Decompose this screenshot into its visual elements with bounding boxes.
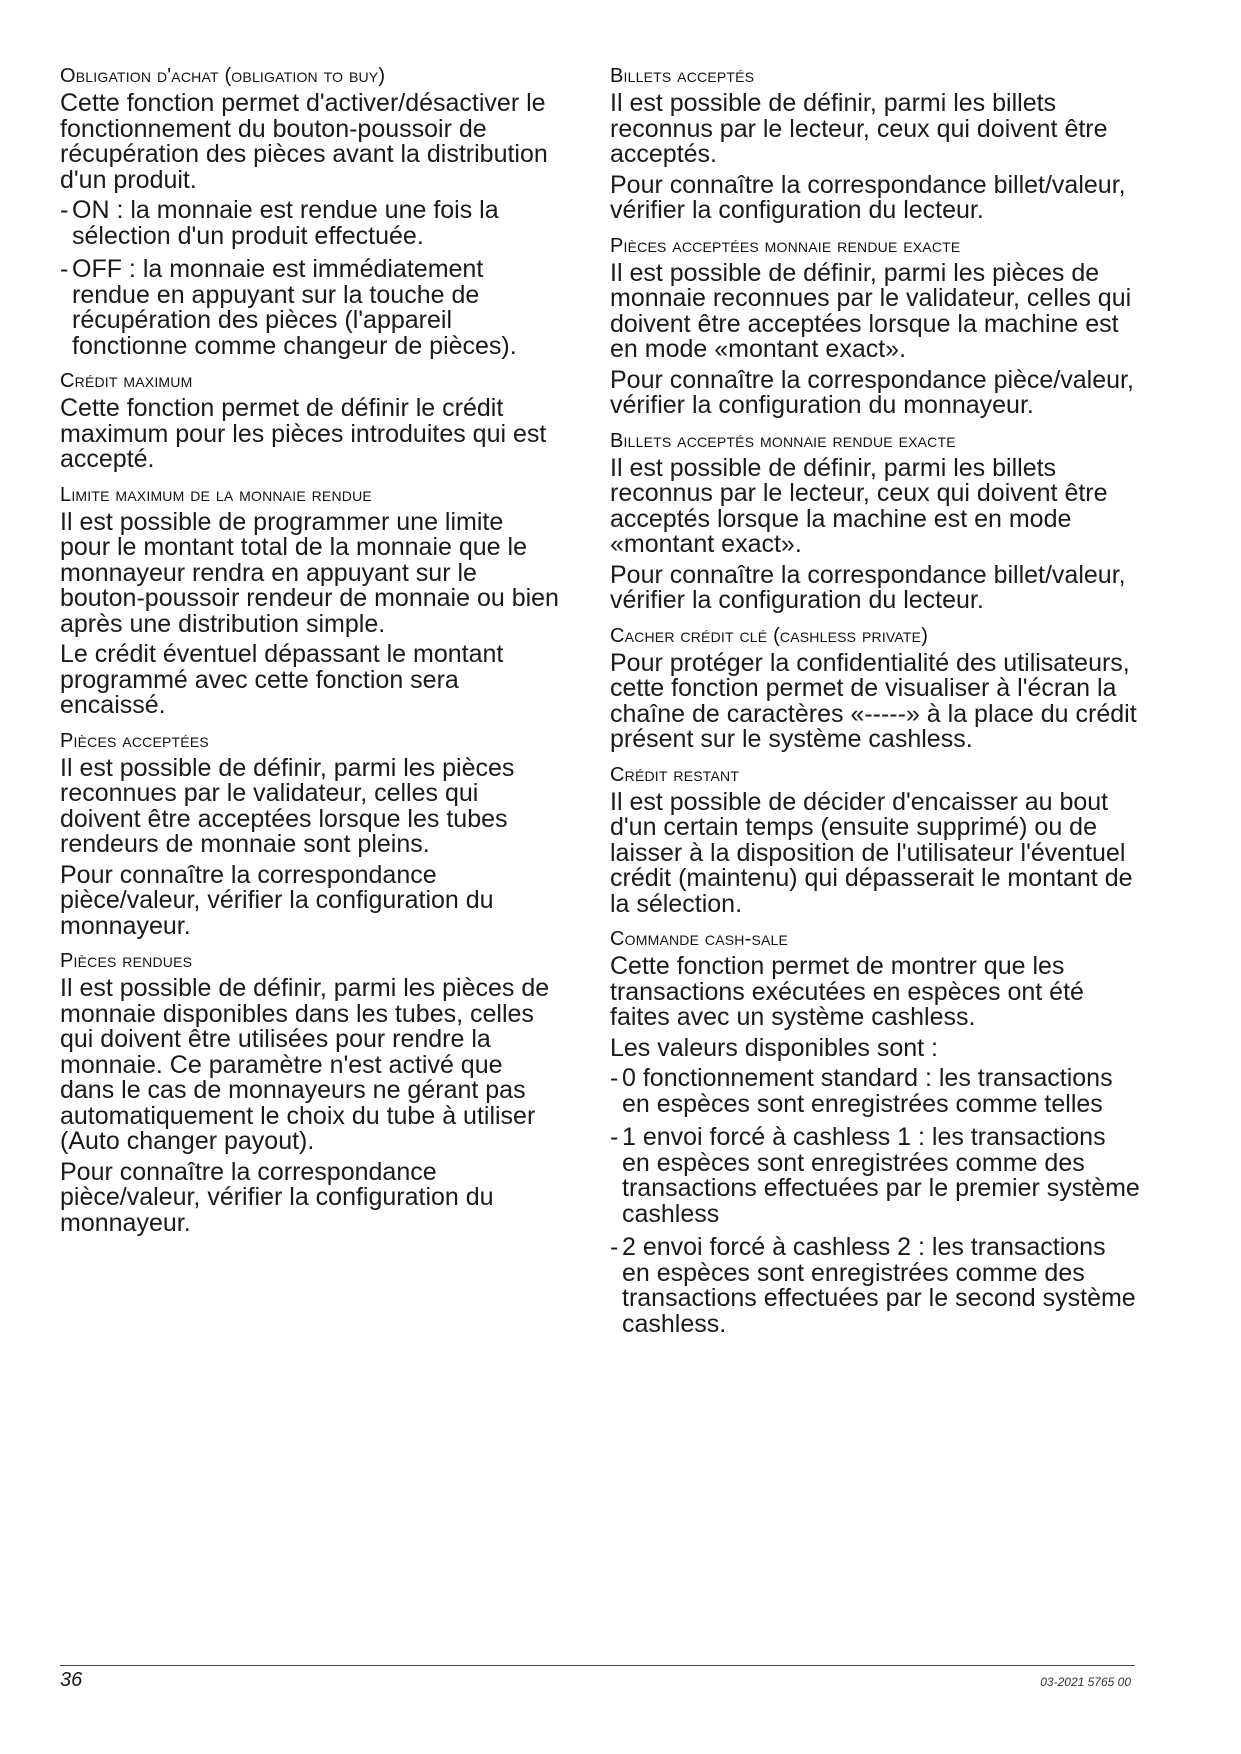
list-item: - 2 envoi forcé à cashless 2 : les transactions en espèces sont enregistrées comme des transactions effectuées par le second système cashless. xyxy=(610,1235,1140,1337)
section-commande-cash-sale xyxy=(610,927,1140,1337)
paragraph: Pour protéger la confidentialité des utilisateurs, cette fonction permet de visualiser à l'écran la chaîne de caractères «-----» à la place du crédit présent sur le système cashless. xyxy=(610,648,1137,753)
section-pieces-acceptees xyxy=(60,729,560,940)
document-code: 03-2021 5765 00 xyxy=(1040,1675,1131,1689)
paragraph: Cette fonction permet de montrer que les transactions exécutées en espèces ont été faites avec un système cashless. xyxy=(610,952,1084,1031)
section-billets-acceptes xyxy=(610,64,1140,224)
paragraph: Il est possible de programmer une limite pour le montant total de la monnaie que le monnayeur rendra en appuyant sur le bouton-poussoir rendeur de monnaie ou bien après une distribution simple. xyxy=(60,507,559,638)
section-heading: Limite maximum de la monnaie rendue xyxy=(60,483,372,506)
section-heading: Obligation d'achat (obligation to buy) xyxy=(60,65,386,87)
paragraph: Les valeurs disponibles sont : xyxy=(610,1033,938,1062)
right-column xyxy=(610,64,1140,1347)
paragraph: Pour connaître la correspondance pièce/valeur, vérifier la configuration du monnayeur. xyxy=(60,860,494,940)
paragraph: Il est possible de définir, parmi les pièces de monnaie reconnues par le validateur, celles qui doivent être acceptées lorsque la machine est en mode «montant exact». xyxy=(610,258,1132,363)
paragraph: Pour connaître la correspondance pièce/valeur, vérifier la configuration du monnayeur. xyxy=(610,365,1134,419)
paragraph: Cette fonction permet de définir le crédit maximum pour les pièces introduites qui est accepté. xyxy=(60,394,547,473)
list-item: - OFF : la monnaie est immédiatement rendue en appuyant sur la touche de récupération des pièces (l'appareil fonctionne comme changeur de pièces). xyxy=(60,257,560,359)
section-heading: Commande cash-sale xyxy=(610,928,789,950)
section-pieces-rendues xyxy=(60,949,560,1236)
section-billets-acceptes-monnaie-rendue-exacte xyxy=(610,429,1140,614)
section-heading: Billets acceptés monnaie rendue exacte xyxy=(610,429,956,452)
paragraph: Il est possible de définir, parmi les billets reconnus par le lecteur, ceux qui doivent être acceptés lorsque la machine est en mode «montant exact». xyxy=(610,453,1108,558)
left-column xyxy=(60,64,560,1246)
section-obligation-d-achat-obligation-to-buy xyxy=(60,64,560,359)
paragraph: Le crédit éventuel dépassant le montant programmé avec cette fonction sera encaissé. xyxy=(60,640,504,719)
list-item: - ON : la monnaie est rendue une fois la sélection d'un produit effectuée. xyxy=(60,198,560,249)
section-limite-maximum-de-la-monnaie-rendue xyxy=(60,483,560,719)
section-cacher-credit-cle-cashless-private xyxy=(610,624,1140,753)
section-heading: Pièces acceptées xyxy=(60,729,209,752)
section-pieces-acceptees-monnaie-rendue-exacte xyxy=(610,234,1140,419)
section-heading: Pièces rendues xyxy=(60,950,193,972)
section-heading: Pièces acceptées monnaie rendue exacte xyxy=(610,234,961,257)
section-heading: Billets acceptés xyxy=(610,65,755,87)
paragraph: Il est possible de définir, parmi les billets reconnus par le lecteur, ceux qui doivent être acceptés. xyxy=(610,89,1108,168)
list-item: - 0 fonctionnement standard : les transactions en espèces sont enregistrées comme telles xyxy=(610,1066,1140,1117)
section-heading: Crédit restant xyxy=(610,763,740,786)
section-credit-restant xyxy=(610,763,1140,918)
list-item: - 1 envoi forcé à cashless 1 : les transactions en espèces sont enregistrées comme des transactions effectuées par le premier système cashless xyxy=(610,1125,1140,1227)
footer-divider xyxy=(60,1665,1135,1666)
paragraph: Cette fonction permet d'activer/désactiver le fonctionnement du bouton-poussoir de récupération des pièces avant la distribution d'un produit. xyxy=(60,89,548,194)
paragraph: Pour connaître la correspondance billet/valeur, vérifier la configuration du lecteur. xyxy=(610,170,1126,224)
paragraph: Il est possible de décider d'encaisser au bout d'un certain temps (ensuite supprimé) ou de laisser à la disposition de l'utilisateur l'éventuel crédit (maintenu) qui dépasserait le montant de la sélection. xyxy=(610,787,1133,918)
section-heading: Cacher crédit clé (cashless private) xyxy=(610,624,929,647)
page-number: 36 xyxy=(60,1669,83,1691)
paragraph: Pour connaître la correspondance pièce/valeur, vérifier la configuration du monnayeur. xyxy=(60,1157,494,1237)
paragraph: Il est possible de définir, parmi les pièces de monnaie disponibles dans les tubes, celles qui doivent être utilisées pour rendre la monnaie. Ce paramètre n'est activé que dans le cas de monnayeurs ne gérant pas automatiquement le choix du tube à utiliser (Auto changer payout). xyxy=(60,974,550,1155)
paragraph: Pour connaître la correspondance billet/valeur, vérifier la configuration du lecteur. xyxy=(610,560,1126,614)
paragraph: Il est possible de définir, parmi les pièces reconnues par le validateur, celles qui doivent être acceptées lorsque les tubes rendeurs de monnaie sont pleins. xyxy=(60,753,515,858)
section-credit-maximum xyxy=(60,369,560,473)
section-heading: Crédit maximum xyxy=(60,370,193,392)
